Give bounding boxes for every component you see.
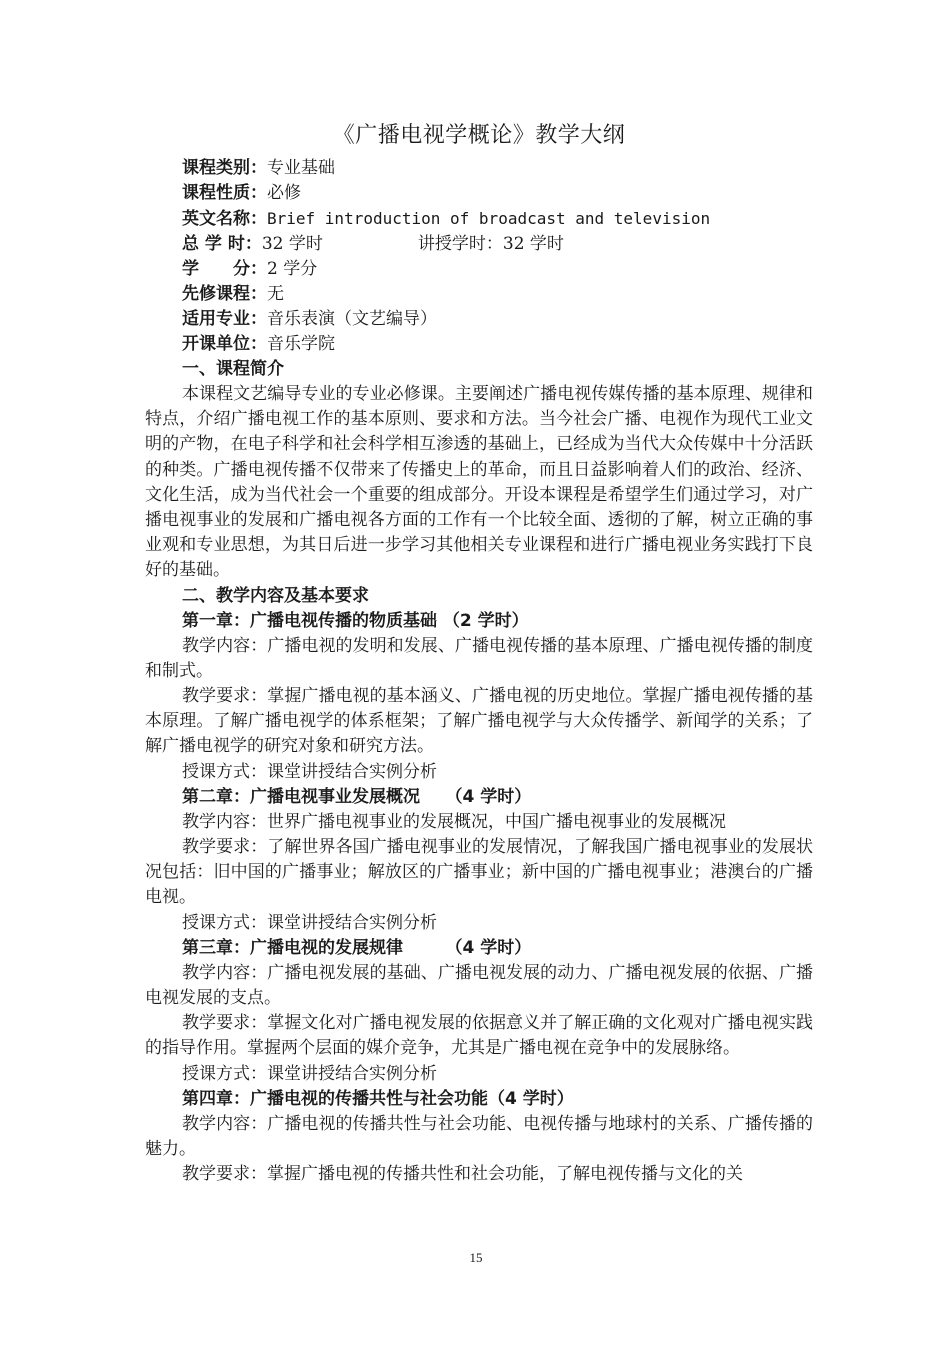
course-intro-paragraph: 本课程文艺编导专业的专业必修课。主要阐述广播电视传媒传播的基本原理、规律和特点，介绍广播电视工作的基本原则、要求和方法。当今社会广播、电视作为现代工业文明的产物，在电子科学和社会科学相互渗透的基础上，已经成为当代大众传媒中十分活跃的种类。广播电视传播不仅带来了传播史上的革命，而且日益影响着人们的政治、经济、文化生活，成为当代社会一个重要的组成部分。开设本课程是希望学生们通过学习，对广播电视事业的发展和广播电视各方面的工作有一个比较全面、透彻的了解，树立正确的事业观和专业思想，为其日后进一步学习其他相关专业课程和进行广播电视业务实践打下良好的基础。: [145, 384, 813, 581]
syllabus-page: [145, 118, 813, 1187]
chapter-1-title: 第一章：广播电视传播的物质基础 （2 学时）: [182, 610, 529, 631]
chapter-3-content: 教学内容：广播电视发展的基础、广播电视发展的动力、广播电视发展的依据、广播电视发展的支点。: [145, 962, 813, 1009]
chapter-4-content: 教学内容：广播电视的传播共性与社会功能、电视传播与地球村的关系、广播传播的魅力。: [145, 1113, 813, 1160]
chapter-4-title: 第四章：广播电视的传播共性与社会功能（4 学时）: [182, 1088, 574, 1109]
chapter-1-method: 授课方式：课堂讲授结合实例分析: [182, 761, 437, 782]
page-number: 15: [469, 1250, 483, 1265]
info-prerequisite: 先修课程：无: [182, 284, 284, 304]
info-english-name: 英文名称：Brief introduction of broadcast and television: [182, 209, 711, 229]
chapter-4-requirement: 教学要求：掌握广播电视的传播共性和社会功能，了解电视传播与文化的关: [182, 1164, 743, 1185]
chapter-3-requirement: 教学要求：掌握文化对广播电视发展的依据意义并了解正确的文化观对广播电视实践的指导作用。掌握两个层面的媒介竞争，尤其是广播电视在竞争中的发展脉络。: [145, 1013, 813, 1059]
chapter-2-method: 授课方式：课堂讲授结合实例分析: [182, 912, 437, 933]
chapter-2-requirement: 教学要求：了解世界各国广播电视事业的发展情况，了解我国广播电视事业的发展状况包括：旧中国的广播事业；解放区的广播事业；新中国的广播电视事业；港澳台的广播电视。: [145, 837, 813, 908]
section-heading-content: 二、教学内容及基本要求: [182, 585, 369, 606]
info-course-type: 课程类别：专业基础: [182, 158, 335, 178]
info-lecture-hours: 讲授学时：32 学时: [417, 234, 564, 254]
chapter-2-title: 第二章：广播电视事业发展概况 （4 学时）: [182, 786, 532, 807]
chapter-3-title: 第三章：广播电视的发展规律 （4 学时）: [182, 937, 532, 958]
chapter-2-content: 教学内容：世界广播电视事业的发展概况，中国广播电视事业的发展概况: [182, 811, 726, 832]
info-department: 开课单位：音乐学院: [182, 334, 335, 354]
info-total-hours: 总 学 时：32 学时 讲授学时：32 学时: [182, 234, 564, 254]
chapter-1-content: 教学内容：广播电视的发明和发展、广播电视传播的基本原理、广播电视传播的制度和制式。: [145, 635, 813, 681]
info-course-nature: 课程性质：必修: [182, 183, 301, 203]
chapter-1-requirement: 教学要求：掌握广播电视的基本涵义、广播电视的历史地位。掌握广播电视传播的基本原理。了解广播电视学的体系框架；了解广播电视学与大众传播学、新闻学的关系；了解广播电视学的研究对象和研究方法。: [145, 686, 813, 757]
info-applicable-major: 适用专业：音乐表演（文艺编导）: [182, 309, 437, 329]
chapter-3-method: 授课方式：课堂讲授结合实例分析: [182, 1063, 437, 1084]
section-heading-intro: 一、课程简介: [182, 359, 284, 379]
document-title: 《广播电视学概论》教学大纲: [332, 123, 626, 148]
info-credits: 学 分：2 学分: [182, 259, 318, 279]
